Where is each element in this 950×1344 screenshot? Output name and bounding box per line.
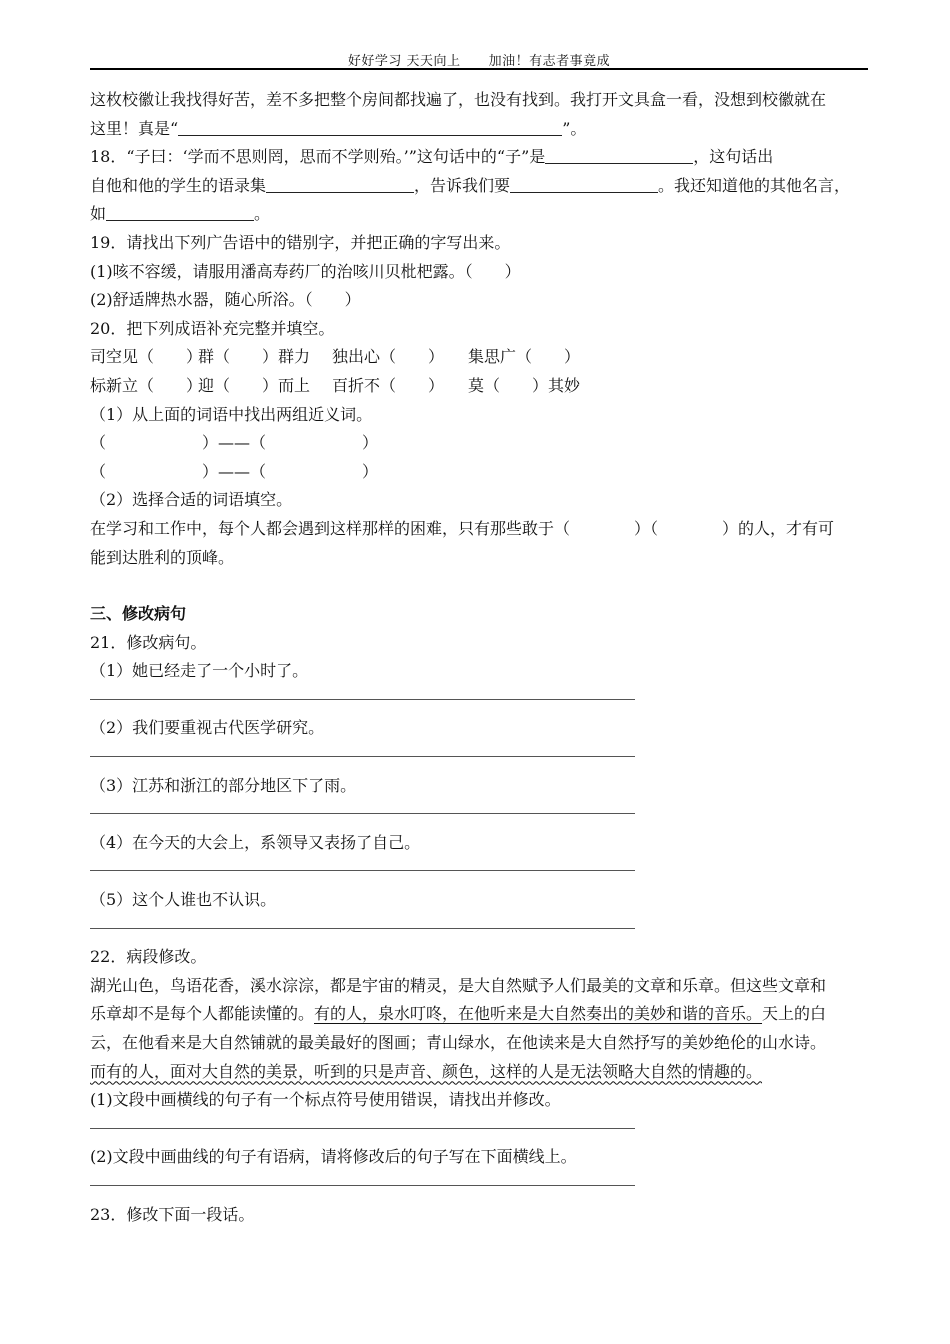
q21-item-1: （1）她已经走了一个小时了。 [90,661,309,681]
question-23-title: 23．修改下面一段话。 [90,1204,255,1224]
passage-line-3: 云，在他看来是大自然铺就的最美最好的图画；青山绿水，在他读来是大自然抒写的美妙绝伦的山水诗。 [90,1033,827,1052]
idiom-item: 迎（ ）而上 [198,375,311,395]
header-divider [90,68,868,70]
question-20-sub-2: （2）选择合适的词语填空。 [90,490,293,510]
question-19-title: 19．请找出下列广告语中的错别字，并把正确的字写出来。 [90,232,511,252]
idiom-item: 群（ ）群力 [198,347,311,367]
section-heading: 三、修改病句 [90,604,187,624]
idiom-row-1 [90,343,876,372]
q18-text: 18．“子曰：‘学而不思则罔，思而不学则殆。’”这句话中的“子”是 [90,147,546,167]
header-motto-left: 好好学习 天天向上 [347,54,461,69]
question-22-title: 22．病段修改。 [90,947,207,967]
answer-blank-q18-4[interactable] [106,204,254,221]
synonym-pair-2[interactable]: （ ）——（ ） [90,461,379,481]
q18-text: 。我还知道他的其他名言， [658,175,851,195]
idiom-item: 莫（ ）其妙 [468,375,581,395]
idiom-item: 集思广（ ） [468,347,581,367]
answer-line-q21-5[interactable] [90,915,876,944]
question-18-line-1 [90,143,876,172]
q21-item-4: （4）在今天的大会上，系领导又表扬了自己。 [90,832,421,852]
q18-text: ，告诉我们要 [414,175,511,195]
question-20-sub-1: （1）从上面的词语中找出两组近义词。 [90,404,373,424]
intro-line-1: 这枚校徽让我找得好苦，差不多把整个房间都找遍了，也没有找到。我打开文具盒一看，没想到校徽就在 [90,90,827,109]
question-20-fill-line-2: 能到达胜利的顶峰。 [90,547,235,567]
synonym-pair-1[interactable]: （ ）——（ ） [90,433,379,453]
q21-item-5: （5）这个人谁也不认识。 [90,890,277,910]
question-19-item-1: (1)咳不容缓，请服用潘高寿药厂的治咳川贝枇杷露。（ ） [90,261,521,281]
q18-text: ，这句话出 [693,147,774,167]
intro-line-2 [90,115,876,144]
q18-text: 。 [254,204,271,224]
question-18-line-2 [90,172,876,201]
worksheet-body [90,86,876,1229]
question-18-line-3 [90,200,876,229]
answer-blank-q18-1[interactable] [545,147,693,164]
passage-line-2 [90,1000,876,1029]
answer-line-q21-1[interactable] [90,686,876,715]
answer-line-q22-2[interactable] [90,1172,876,1201]
answer-line-q21-2[interactable] [90,743,876,772]
q21-item-3: （3）江苏和浙江的部分地区下了雨。 [90,775,357,795]
answer-blank-q18-2[interactable] [266,176,414,193]
passage-line-1: 湖光山色，鸟语花香，溪水淙淙，都是宇宙的精灵，是大自然赋予人们最美的文章和乐章。但这些文章和 [90,975,827,995]
passage-text: 乐章却不是每个人都能读懂的。 [90,1004,315,1024]
idiom-item: 百折不（ ） [332,375,445,395]
idiom-item: 标新立（ ） [90,375,203,395]
question-19-item-2: (2)舒适牌热水器，随心所浴。（ ） [90,290,361,310]
underlined-sentence: 有的人，泉水叮咚，在他听来是大自然奏出的美妙和谐的音乐。 [314,1004,763,1024]
intro-line-2-start: 这里！真是“ [90,118,179,138]
question-20-title: 20．把下列成语补充完整并填空。 [90,318,335,338]
wavy-underlined-sentence: 而有的人，面对大自然的美景，听到的只是声音、颜色，这样的人是无法领略大自然的情趣的。 [90,1061,763,1081]
answer-blank-intro[interactable] [178,119,562,136]
question-21-title: 21．修改病句。 [90,632,207,652]
answer-line-q21-3[interactable] [90,800,876,829]
idiom-item: 独出心（ ） [332,347,445,367]
answer-line-q21-4[interactable] [90,857,876,886]
q18-text: 自他和他的学生的语录集 [90,175,267,195]
idiom-item: 司空见（ ） [90,347,203,367]
idiom-row-2 [90,372,876,401]
page-header [90,50,868,69]
q21-item-2: （2）我们要重视古代医学研究。 [90,718,325,738]
passage-line-4 [90,1058,876,1087]
header-motto-right: 加油！有志者事竟成 [488,54,611,69]
q18-text: 如 [90,204,107,224]
question-20-fill-line-1: 在学习和工作中，每个人都会遇到这样那样的困难，只有那些敢于（ ）（ ）的人，才有可 [90,518,835,538]
question-22-sub-1: (1)文段中画横线的句子有一个标点符号使用错误，请找出并修改。 [90,1090,561,1110]
answer-blank-q18-3[interactable] [510,176,658,193]
question-22-sub-2: (2)文段中画曲线的句子有语病，请将修改后的句子写在下面横线上。 [90,1147,577,1167]
answer-line-q22-1[interactable] [90,1115,876,1144]
intro-line-2-end: ”。 [562,118,587,138]
passage-text: 天上的白 [762,1004,827,1024]
